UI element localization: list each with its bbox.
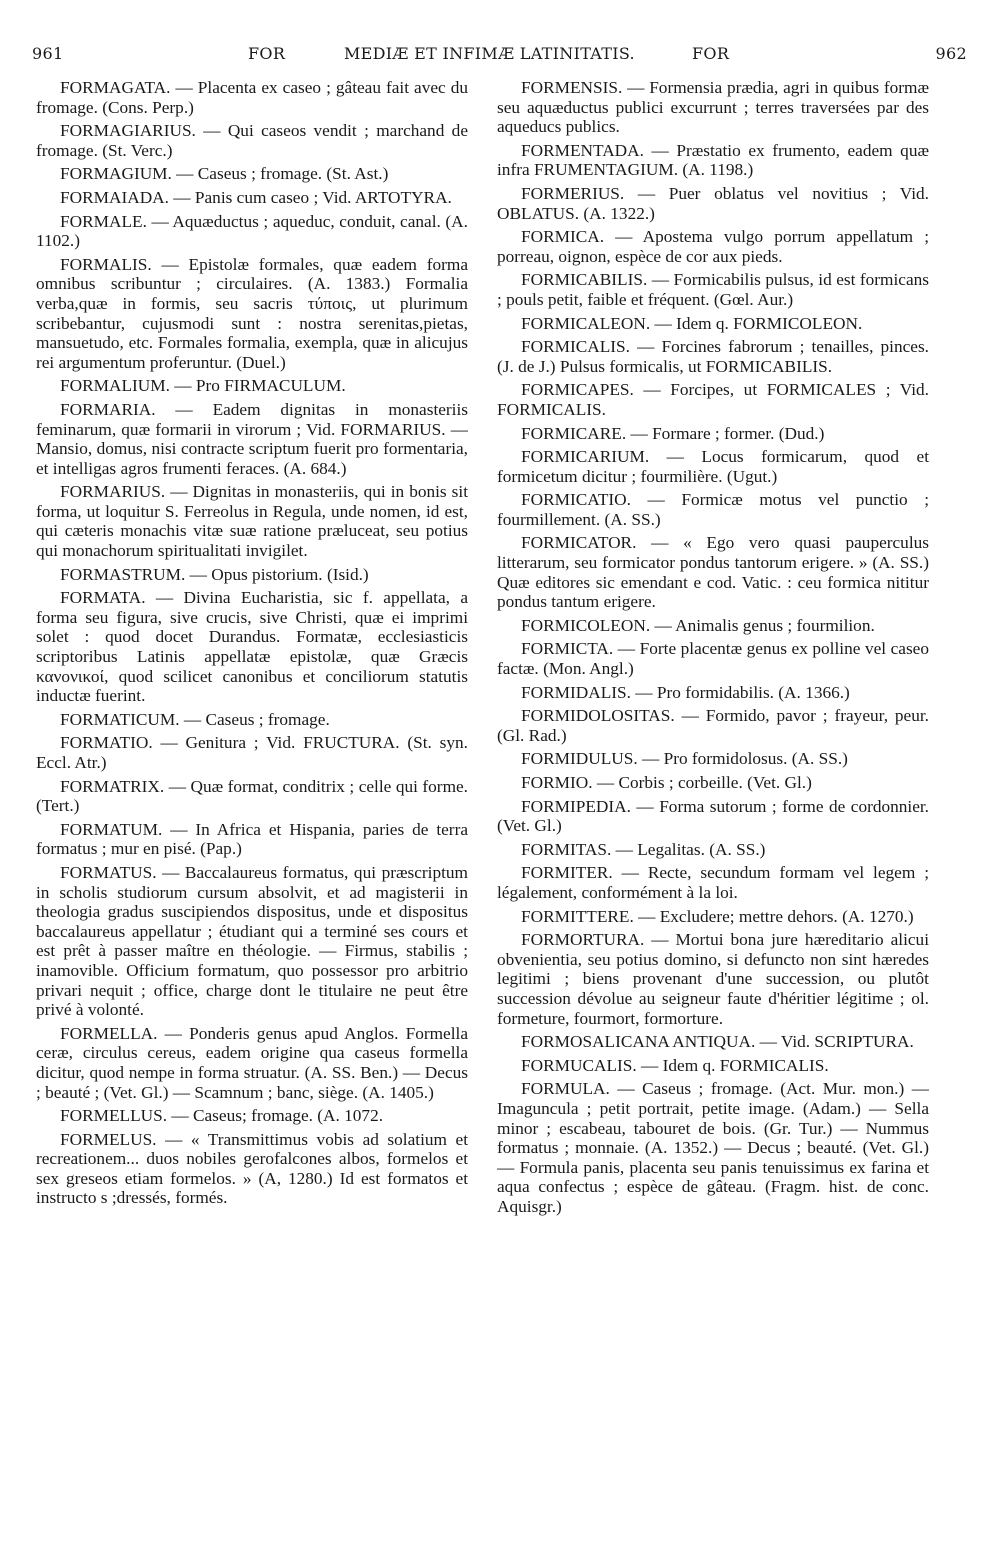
left-guide-word: FOR [248, 44, 286, 63]
dictionary-entry: FORMALIUM. — Pro FIRMACULUM. [60, 376, 346, 396]
dictionary-entry: FORMITTERE. — Excludere; mettre dehors. (A. 1270.) [521, 906, 914, 926]
right-column [497, 78, 929, 1528]
dictionary-entry: FORMELUS. — « Transmittimus vobis ad solatium et recreationem... duos nobiles gerofalcones albos, formelos et sex greseos etiam formelos. » (A, 1280.) Id est formatos et instructo s ;dressés, formés. [36, 1129, 468, 1208]
dictionary-entry: FORMAIADA. — Panis cum caseo ; Vid. ARTOTYRA. [60, 187, 452, 207]
dictionary-entry: FORMELLUS. — Caseus; fromage. (A. 1072. [60, 1106, 384, 1126]
dictionary-entry: FORMICALIS. — Forcines fabrorum ; tenailles, pinces. (J. de J.) Pulsus formicalis, ut FORMICABILIS. [497, 337, 929, 376]
dictionary-entry: FORMICTA. — Forte placentæ genus ex polline vel caseo factæ. (Mon. Angl.) [497, 639, 929, 679]
dictionary-entry: FORMAGIUM. — Caseus ; fromage. (St. Ast.) [60, 164, 389, 184]
left-column [36, 78, 468, 1528]
dictionary-entry: FORMENTADA. — Præstatio ex frumento, eadem quæ infra FRUMENTAGIUM. (A. 1198.) [497, 140, 929, 180]
dictionary-entry: FORMARIUS. — Dignitas in monasteriis, qui in bonis sit forma, ut loquitur S. Ferreolus in Regula, unde nomen, id est, qui cæteris monachis vitæ suæ ratione præluceat, seu potius qui monachorum spiritualitati invigilet. [36, 482, 468, 561]
dictionary-entry: FORMIO. — Corbis ; corbeille. (Vet. Gl.) [521, 773, 812, 792]
dictionary-entry: FORMICATIO. — Formicæ motus vel punctio ; fourmillement. (A. SS.) [497, 490, 929, 529]
dictionary-entry: FORMASTRUM. — Opus pistorium. (Isid.) [60, 564, 369, 584]
dictionary-entry: FORMORTURA. — Mortui bona jure hæreditario alicui obvenientia, seu potius domino, si defuncto non sint hæredes legitimi ; biens provenant d'une succession, ou plutôt succession dévolue au seigneur faute d'héritier légitime ; ol. formeture, fourmort, formorture. [497, 930, 929, 1028]
dictionary-entry: FORMIPEDIA. — Forma sutorum ; forme de cordonnier. (Vet. Gl.) [497, 796, 929, 836]
dictionary-entry: FORMITER. — Recte, secundum formam vel legem ; légalement, conformément à la loi. [497, 863, 929, 902]
dictionary-entry: FORMIDALIS. — Pro formidabilis. (A. 1366.) [521, 682, 850, 702]
dictionary-entry: FORMARIA. — Eadem dignitas in monasteriis feminarum, quæ formarii in virorum ; Vid. FORMARIUS. — Mansio, domus, nisi contracte scriptum fuerit pro formentaria, et intelligas agros frumenti feraces. (A. 684.) [36, 399, 468, 478]
dictionary-entry: FORMICOLEON. — Animalis genus ; fourmilion. [521, 615, 875, 635]
dictionary-entry: FORMERIUS. — Puer oblatus vel novitius ; Vid. OBLATUS. (A. 1322.) [497, 183, 929, 223]
running-title: MEDIÆ ET INFIMÆ LATINITATIS. [344, 44, 635, 63]
dictionary-entry: FORMATRIX. — Quæ format, conditrix ; celle qui forme. (Tert.) [36, 776, 468, 816]
dictionary-entry: FORMITAS. — Legalitas. (A. SS.) [521, 839, 766, 859]
dictionary-entry: FORMICAPES. — Forcipes, ut FORMICALES ; Vid. FORMICALIS. [497, 380, 929, 419]
dictionary-entry: FORMIDOLOSITAS. — Formido, pavor ; frayeur, peur. (Gl. Rad.) [497, 706, 929, 745]
dictionary-entry: FORMELLA. — Ponderis genus apud Anglos. Formella ceræ, circulus cereus, eadem origine qua caseus formella dicitur, quod nempe in forma struatur. (A. SS. Ben.) — Decus ; beauté ; (Vet. Gl.) — Scamnum ; banc, siège. (A. 1405.) [36, 1023, 468, 1102]
dictionary-entry: FORMENSIS. — Formensia prædia, agri in quibus formæ seu aquæductus publici excurrunt ; terres traversées par des aqueducs publics. [497, 78, 929, 137]
dictionary-entry: FORMICA. — Apostema vulgo porrum appellatum ; porreau, oignon, espèce de cor aux pieds. [497, 227, 929, 266]
dictionary-entry: FORMAGATA. — Placenta ex caseo ; gâteau fait avec du fromage. (Cons. Perp.) [36, 78, 468, 117]
right-guide-word: FOR [692, 44, 730, 63]
left-page-number: 961 [32, 44, 64, 63]
dictionary-entry: FORMOSALICANA ANTIQUA. — Vid. SCRIPTURA. [521, 1032, 914, 1052]
dictionary-entry: FORMATUM. — In Africa et Hispania, paries de terra formatus ; mur en pisé. (Pap.) [36, 819, 468, 859]
dictionary-entry: FORMICALEON. — Idem q. FORMICOLEON. [521, 313, 863, 333]
dictionary-entry: FORMIDULUS. — Pro formidolosus. (A. SS.) [521, 749, 848, 769]
dictionary-entry: FORMUCALIS. — Idem q. FORMICALIS. [521, 1055, 829, 1075]
dictionary-entry: FORMATIO. — Genitura ; Vid. FRUCTURA. (St. syn. Eccl. Atr.) [36, 733, 468, 772]
dictionary-entry: FORMULA. — Caseus ; fromage. (Act. Mur. mon.) — Imaguncula ; petit portrait, petite image. (Adam.) — Sella minor ; escabeau, tabouret de bois. (Gr. Tur.) — Nummus formatus ; monnaie. (A. 1352.) — Decus ; beauté. (Vet. Gl.) — Formula panis, placenta seu panis tenuissimus ex farina et aqua confectus ; espèce de gâteau. (Fragm. hist. de conc. Aquisgr.) [497, 1079, 929, 1216]
dictionary-entry: FORMALE. — Aquæductus ; aqueduc, conduit, canal. (A. 1102.) [36, 211, 468, 251]
dictionary-entry: FORMAGIARIUS. — Qui caseos vendit ; marchand de fromage. (St. Verc.) [36, 121, 468, 160]
running-header [32, 44, 967, 68]
dictionary-entry: FORMATA. — Divina Eucharistia, sic f. appellata, a forma seu figura, sive crucis, sive Christi, quæ ei imprimi solet : quod docet Durandus. Formatæ, ecclesiasticis scriptoribus Latinis appellatæ epistolæ, quæ Græcis κανονικοί, quod scilicet canonibus et conciliorum statutis inductæ fuerint. [36, 588, 468, 706]
dictionary-entry: FORMATICUM. — Caseus ; fromage. [60, 709, 330, 729]
right-page-number: 962 [935, 44, 967, 63]
dictionary-entry: FORMICARIUM. — Locus formicarum, quod et formicetum dicitur ; fourmilière. (Ugut.) [497, 447, 929, 486]
dictionary-entry: FORMATUS. — Baccalaureus formatus, qui præscriptum in scholis studiorum cursum absolvit, et ad magisterii in theologia gradus suscipiendos dispositus, unde et dispositus baccalaureus appellatur ; étudiant qui a terminé ses cours et est prêt à passer maître en théologie. — Firmus, stabilis ; inamovible. Officium formatum, quo possessor pro arbitrio privari nequit ; office, charge dont le titulaire ne peut être privé à volonté. [36, 862, 468, 1020]
dictionary-entry: FORMICARE. — Formare ; former. (Dud.) [521, 423, 825, 443]
dictionary-entry: FORMALIS. — Epistolæ formales, quæ eadem forma omnibus scribuntur ; circulaires. (A. 1383.) Formalia verba,quæ in formis, seu sacris τύποις, ut plurimum scribebantur, cujusmodi sunt : nostra serenitas,pietas, mansuetudo, etc. Formales formalia, exempla, quæ in alicujus rei argumentum proferuntur. (Duel.) [36, 254, 468, 372]
dictionary-entry: FORMICABILIS. — Formicabilis pulsus, id est formicans ; pouls petit, faible et fréquent. (Gœl. Aur.) [497, 270, 929, 309]
dictionary-entry: FORMICATOR. — « Ego vero quasi pauperculus litterarum, seu formicator pondus tantorum erigere. » (A. SS.) Quæ editores sic emendant e cod. Vatic. : ceu formica nititur pondus tantum erigere. [497, 533, 929, 612]
